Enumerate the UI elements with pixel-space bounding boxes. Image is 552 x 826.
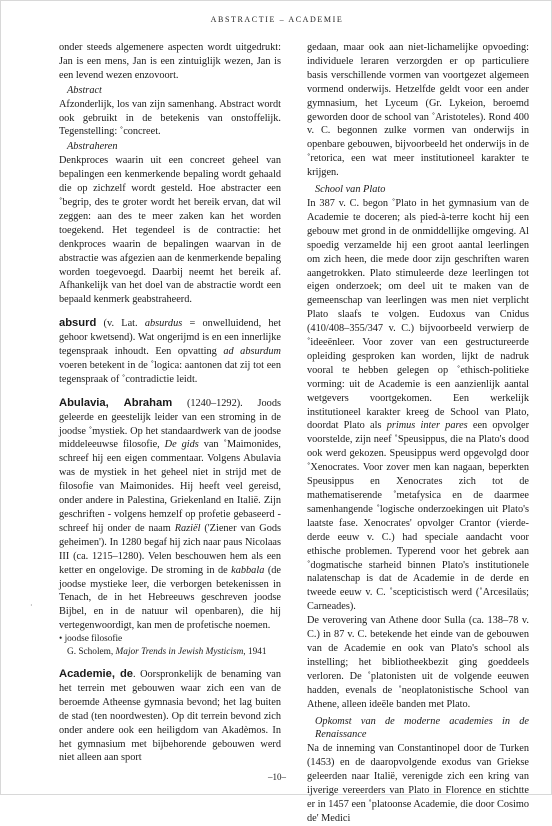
entry-italic: Raziël: [174, 522, 201, 534]
entry-academie: [59, 668, 281, 765]
paragraph-text: In 387 v. C. begon ˚Plato in het gymnasium van de Academie te doceren; als pied-à-terre kocht hij een gebouw met grond in de onmiddellijke omgeving. Al spoedig verzamelde hij een groot aantal leerlingen om zich heen, die mede door zijn geschriften waren aangetrokken. Plato stimuleerde deze leerlingen tot eigen onderzoek; om deel uit te maken van de gemeenschap van leerlingen was men niet verplicht Plato slaafs te volgen. Eudoxus van Cnidus (410/408–355/347 v. C.) bijvoorbeeld verwierp de ˚ideeënleer. Voor zover van een gestructureerde opleiding gesproken kan worden, lijkt de nadruk vooral te hebben gelegen op ˚ethisch-politieke vorming: uit de Academie is een aanzienlijk aantal wetgevers voortgekomen. Een werkelijk institutioneel karakter kreeg de School van Plato, doordat Plato als: [307, 197, 529, 432]
margin-mark: ·: [30, 601, 33, 610]
entry-text: ('Ziener van Gods geheimen'). In 1280 begaf hij zich naar paus Nicolaas III (ca. 1215–1280). Velen beschouwen hem als een ketter en ongelovige. De stroming in de: [59, 522, 281, 576]
headword-academie: Academie, de: [59, 667, 134, 680]
right-column: [307, 41, 529, 826]
ref-year: , 1941: [243, 646, 267, 657]
subentry-heading-abstraheren: Abstraheren: [67, 141, 118, 153]
subentry-text-abstract: Afzonderlijk, los van zijn samenhang. Abstract wordt ook gebruikt in de betekenis van onstoffelijk. Tegenstelling: ˚concreet.: [59, 98, 281, 138]
paragraph-italic: primus inter pares: [386, 420, 468, 432]
see-also: • joodse filosofie: [59, 634, 123, 645]
running-head: ABSTRACTIE – ACADEMIE: [210, 15, 344, 24]
continued-text: onder steeds algemenere aspecten wordt uitgedrukt: Jan is een mens, Jan is een zintuiglijk wezen, Jan is een levend wezen enzovoort.: [59, 42, 281, 81]
paragraph: De verovering van Athene door Sulla (ca. 138–78 v. C.) in 87 v. C. betekende het einde van de gebouwen van de Academie en ook van Plato's school als instelling; het bibliotheekbezit ging goeddeels verloren. De ˚platonisten uit de volgende eeuwen hadden, evenals de ˚neoplatonistische School van Athene, alleen ideële banden met Plato.: [307, 615, 529, 710]
paragraph: [307, 197, 529, 614]
entry-text: voeren betekent in de ˚logica: aantonen dat zij tot een tegenspraak of ˚contradictie leidt.: [59, 359, 281, 385]
entry-text: . Oorspronkelijk de benaming van het terrein met gebouwen waar zich een van de beroemde Atheense gymnasia bevond; het lag buiten de stad (ten noordwesten). Op dit terrein bevond zich onder andere ook een heiligdom van Akadèmos. In het gymnasium met bijbehorende gebouwen werd niet alleen aan sport: [59, 668, 281, 764]
subentry-text-abstraheren: Denkproces waarin uit een concreet geheel van bepalingen een kenmerkende bepaling wordt gehaald die op zichzelf wordt gesteld. Hoe abstracter een ˚begrip, des te groter wordt het bereik ervan, dat wil zeggen: aan des te meer zaken kan het worden toegekend. Het tegendeel is de contractie: het denkproces waarin de bepalingen waarvan in de abstractie was afgezien aan de kenmerkende bepaling worden toegevoegd. Daarbij neemt het bereik af. Afhankelijk van het doel van de abstractie wordt een bepaald kenmerk geabstraheerd.: [59, 155, 281, 306]
paragraph: Na de inneming van Constantinopel door de Turken (1453) en de daaropvolgende exodus van Griekse geleerden naar Italië, verenigde zich een kring van ijverige vereerders van Plato in Florence en stichtte er in 1457 een ˚platoonse Academie, die door Cosimo de' Medici: [307, 743, 529, 824]
entry-text: van ˚Maimonides, schreef hij een eigen commentaar. Volgens Abulavia was de mystiek in het geheel niet in strijd met de filosofie van Maimonides. Hij heeft veel gereisd, onder andere in Palestina, Griekenland en Italië. Zijn geschriften - volgens hemzelf op profetie gebaseerd - schreef hij onder de naam: [59, 439, 281, 534]
entry-italic: De gids: [164, 439, 199, 451]
section-heading-opkomst: Opkomst van de moderne academies in de Renaissance: [315, 715, 529, 741]
subentry-heading-abstract: Abstract: [67, 84, 102, 96]
entry-italic: kabbala: [231, 564, 265, 576]
ref-author: G. Scholem,: [67, 646, 116, 657]
ref-title: Major Trends in Jewish Mysticism: [115, 646, 244, 657]
entry-italic: ad absurdum: [223, 346, 281, 358]
bibliographic-reference: [59, 646, 281, 658]
entry-text: = onwelluidend, het gehoor kwetsend). Wat ongerijmd is en een innerlijke tegenspraak inhoudt. Een opvatting: [59, 318, 281, 358]
section-heading-school-van-plato: School van Plato: [315, 184, 386, 196]
headword-abulavia: Abulavia, Abraham: [59, 396, 173, 409]
entry-italic: absurdus: [144, 318, 183, 330]
entry-text: (1240–1292). Joods geleerde en geestelijk leider van een stroming in de joodse ˚mystiek. Op het standaardwerk van de joodse middeleeuwse filosofie,: [59, 397, 281, 451]
entry-abulavia: [59, 397, 281, 633]
left-column: [59, 41, 281, 765]
entry-text: (v. Lat.: [96, 318, 145, 330]
paragraph-text: een opvolger voorstelde, zijn neef ˚Speusippus, die na Plato's dood ook werd gekozen. Speusippus werd opgevolgd door ˚Xenocrates. Voor zover men kan nagaan, beperkten Speusippus en Xenocrates zich tot de mathematiserende ˚metafysica en de daarmee samenhangende ˚logische onderzoekingen uit Plato's laatste fase. Xenocrates' opvolger Crantor (vierde-derde eeuw v. C.) had speciale aandacht voor ethische problemen. Typerend voor het gebrek aan ˚dogmatische starheid binnen Plato's institutionele nalatenschap is dat de Academie in de derde en tweede eeuw v. C. ˚scepticistisch werd (˚Arcesilaüs; Carneades).: [307, 420, 529, 613]
page-number: –10–: [268, 772, 286, 782]
headword-absurd: absurd: [59, 317, 97, 330]
entry-absurd: [59, 317, 281, 387]
entry-text: (de joodse mystieke leer, die verborgen betekenissen in Tenach, de in het Hebreeuws geschreven joodse Bijbel, en in de natuur wil openbaren), die hij vertegenwoordigt, kan men de profetische noemen.: [59, 564, 281, 632]
paragraph: gedaan, maar ook aan niet-lichamelijke opvoeding: individuele leraren verzorgden er op particuliere basis verschillende vormen van voortgezet algemeen vormend onderwijs. Hetzelfde geldt voor een ander gymnasium, het Lyceum (Gr. Lykeion, beroemd geworden door de school van ˚Aristoteles). Rond 400 v. C. begonnen zulke vormen van onderwijs in openbare gebouwen, bijvoorbeeld het onderwijs in de ˚retorica, een wat meer institutioneel karakter te krijgen.: [307, 42, 529, 179]
